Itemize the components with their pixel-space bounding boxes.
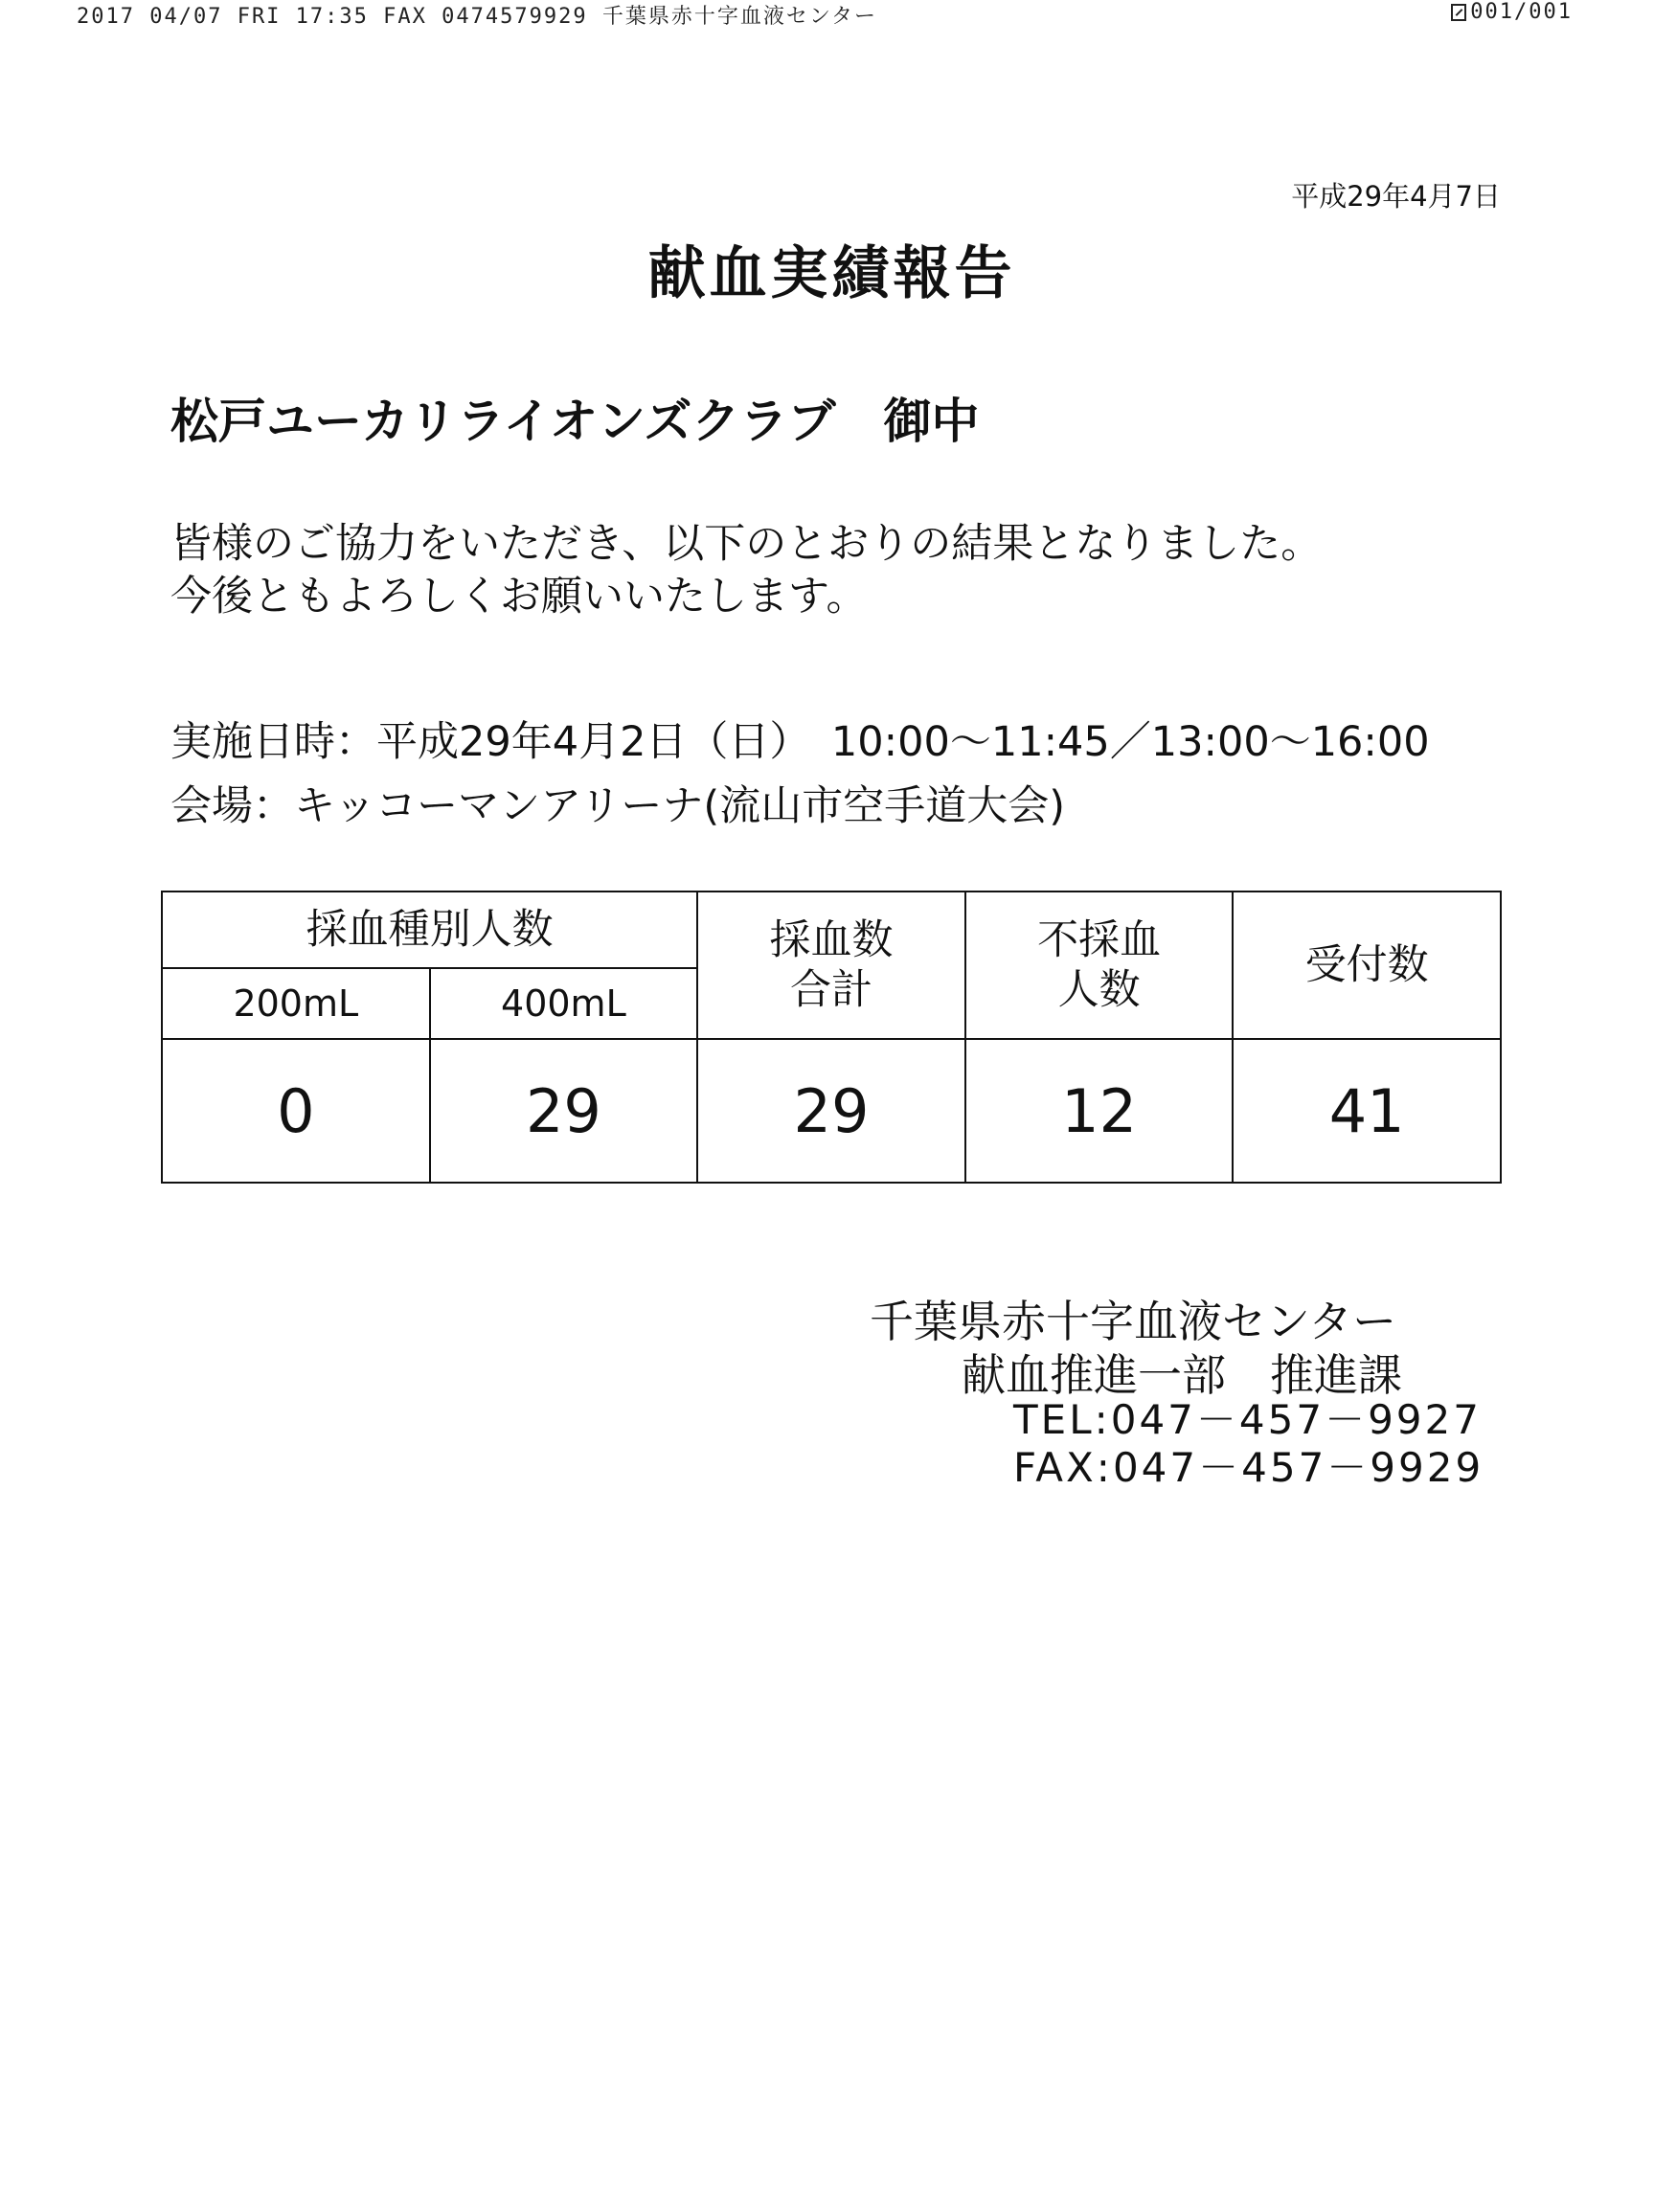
report-title: 献血実績報告 xyxy=(647,240,1016,307)
value-total-collected: 29 xyxy=(697,1039,965,1183)
sender-block xyxy=(870,1295,1402,1402)
total-collected-header xyxy=(697,892,965,1039)
fax-page-number xyxy=(1451,0,1573,24)
event-info xyxy=(170,711,1430,839)
table-value-row xyxy=(162,1039,1501,1183)
event-venue: 会場：キッコーマンアリーナ(流山市空手道大会) xyxy=(170,782,1065,830)
value-400ml: 29 xyxy=(430,1039,698,1183)
donation-results-table xyxy=(161,891,1502,1184)
value-200ml: 0 xyxy=(162,1039,430,1183)
report-date: 平成29年4月7日 xyxy=(1291,180,1501,213)
fax-transmission-header: 2017 04/07 FRI 17:35 FAX 0474579929 千葉県赤十字血液センター xyxy=(77,5,877,29)
event-datetime: 実施日時：平成29年4月2日（日） 10:00～11:45／13:00～16:00 xyxy=(170,718,1430,766)
message-line: 皆様のご協力をいただき、以下のとおりの結果となりました。 xyxy=(170,520,1323,568)
not-collected-header xyxy=(965,892,1234,1039)
table-header-row xyxy=(162,892,1501,968)
recipient: 松戸ユーカリライオンズクラブ 御中 xyxy=(170,394,980,449)
value-not-collected: 12 xyxy=(965,1039,1234,1183)
sender-contact xyxy=(1013,1396,1484,1492)
fax-page-icon xyxy=(1451,4,1466,21)
sender-tel: TEL:047－457－9927 xyxy=(1013,1396,1482,1443)
sender-fax: FAX:047－457－9929 xyxy=(1013,1444,1484,1491)
blood-type-count-header: 採血種別人数 xyxy=(162,892,697,968)
sender-department: 献血推進一部 推進課 xyxy=(962,1349,1402,1401)
header-200ml: 200mL xyxy=(162,968,430,1039)
message-line: 今後ともよろしくお願いいたします。 xyxy=(170,573,868,621)
reception-count-header: 受付数 xyxy=(1233,892,1501,1039)
header-line: 採血数 xyxy=(769,916,894,964)
header-line: 人数 xyxy=(1057,966,1141,1014)
fax-page-count: 001/001 xyxy=(1470,0,1573,24)
thank-you-message xyxy=(170,518,1322,623)
header-line: 不採血 xyxy=(1037,916,1162,964)
sender-organization: 千葉県赤十字血液センター xyxy=(870,1296,1397,1347)
header-400ml: 400mL xyxy=(430,968,698,1039)
value-reception-count: 41 xyxy=(1233,1039,1501,1183)
header-line: 合計 xyxy=(789,966,872,1014)
